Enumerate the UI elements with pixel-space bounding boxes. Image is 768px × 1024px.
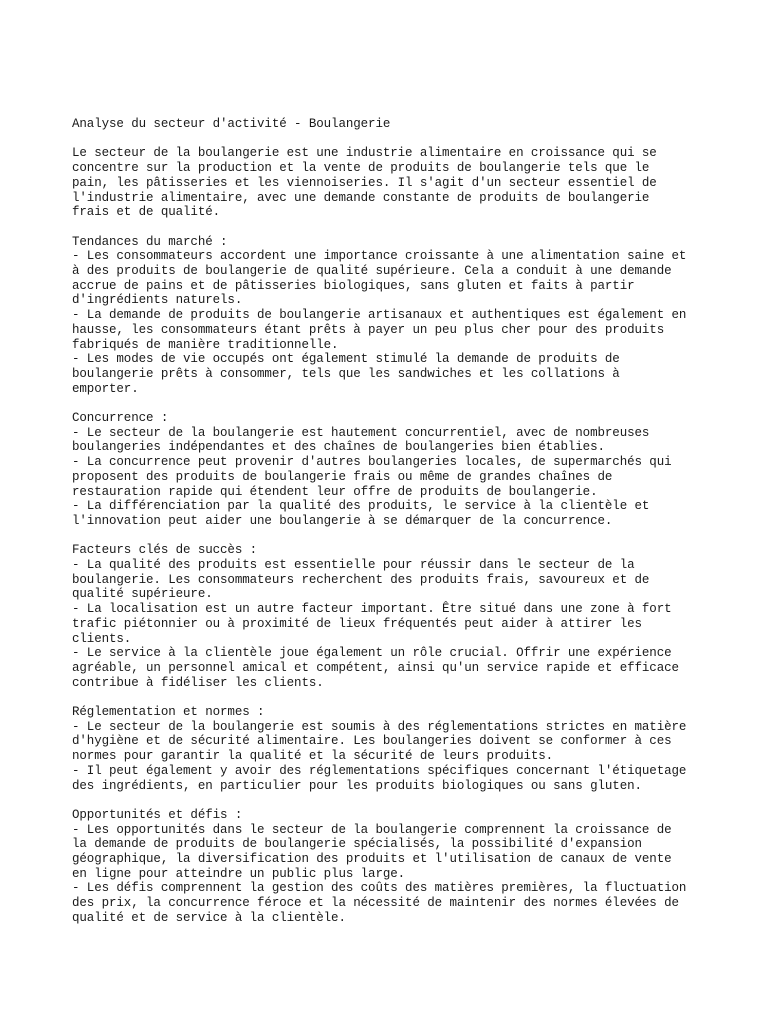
text-line: qualité supérieure. [72,587,213,602]
text-line: trafic piétonnier ou à proximité de lieux fréquentés peut aider à attirer les [72,616,642,631]
text-line: restauration rapide qui étendent leur offre de produits de boulangerie. [72,484,598,499]
text-line: - Les défis comprennent la gestion des coûts des matières premières, la fluctuation [72,881,687,896]
document-title: Analyse du secteur d'activité - Boulangerie [72,117,391,131]
section-competition [72,411,732,529]
text-line: des prix, la concurrence féroce et la nécessité de maintenir des normes élevées de [72,896,679,911]
text-line: frais et de qualité. [72,205,221,220]
section-opportunities-challenges [72,808,732,926]
section-heading: Concurrence : [72,411,169,426]
text-line: - Le secteur de la boulangerie est hautement concurrentiel, avec de nombreuses [72,425,650,440]
text-line: d'ingrédients naturels. [72,293,243,308]
text-line: concentre sur la production et la vente de produits de boulangerie tels que le [72,161,650,176]
text-line: - Les opportunités dans le secteur de la boulangerie comprennent la croissance de [72,822,672,837]
text-line: clients. [72,631,132,646]
text-line: - La localisation est un autre facteur important. Être situé dans une zone à fort [72,602,672,617]
text-line: normes pour garantir la qualité et la sécurité de leurs produits. [72,749,554,764]
text-line: - La demande de produits de boulangerie artisanaux et authentiques est également en [72,308,687,323]
text-line: - Il peut également y avoir des réglementations spécifiques concernant l'étiquetage [72,763,687,778]
text-line: - Le service à la clientèle joue également un rôle crucial. Offrir une expérience [72,646,672,661]
text-line: boulangerie. Les consommateurs recherchent des produits frais, savoureux et de [72,572,650,587]
section-heading: Opportunités et défis : [72,807,243,822]
text-line: emporter. [72,381,139,396]
text-line: contribue à fidéliser les clients. [72,675,324,690]
text-line: en ligne pour atteindre un public plus large. [72,866,406,881]
text-line: - Les modes de vie occupés ont également stimulé la demande de produits de [72,352,620,367]
text-line: proposent des produits de boulangerie frais ou même de grandes chaînes de [72,469,613,484]
section-market-trends [72,235,732,397]
text-line: l'innovation peut aider une boulangerie à se démarquer de la concurrence. [72,513,613,528]
section-heading: Réglementation et normes : [72,705,265,720]
intro-paragraph [72,146,732,220]
text-line: hausse, les consommateurs étant prêts à payer un peu plus cher pour des produits [72,322,665,337]
text-line: agréable, un personnel amical et compétent, ainsi qu'un service rapide et efficace [72,660,679,675]
text-line: pain, les pâtisseries et les viennoiseries. Il s'agit d'un secteur essentiel de [72,175,657,190]
text-line: à des produits de boulangerie de qualité supérieure. Cela a conduit à une demande [72,264,672,278]
text-line: d'hygiène et de sécurité alimentaire. Les boulangeries doivent se conformer à ces [72,734,672,749]
text-line: géographique, la diversification des produits et l'utilisation de canaux de vente [72,852,672,867]
section-key-success-factors [72,543,732,690]
text-line: la demande de produits de boulangerie spécialisés, la possibilité d'expansion [72,837,642,852]
text-line: qualité et de service à la clientèle. [72,910,346,925]
text-line: - La concurrence peut provenir d'autres boulangeries locales, de supermarchés qui [72,455,672,470]
text-line: - La différenciation par la qualité des produits, le service à la clientèle et [72,499,650,514]
section-heading: Tendances du marché : [72,234,228,249]
text-line: boulangeries indépendantes et des chaînes de boulangeries bien établies. [72,440,605,455]
text-line: accrue de pains et de pâtisseries biologiques, sans gluten et faits à partir [72,278,635,293]
text-line: des ingrédients, en particulier pour les produits biologiques ou sans gluten. [72,778,642,793]
text-line: l'industrie alimentaire, avec une demande constante de produits de boulangerie [72,190,650,205]
text-line: - La qualité des produits est essentielle pour réussir dans le secteur de la [72,558,635,573]
section-heading: Facteurs clés de succès : [72,543,258,558]
text-line: boulangerie prêts à consommer, tels que les sandwiches et les collations à [72,366,620,381]
text-line: - Les consommateurs accordent une importance croissante à une alimentation saine et [72,249,687,264]
document-page [72,117,732,926]
text-line: fabriqués de manière traditionnelle. [72,337,339,352]
text-line: - Le secteur de la boulangerie est soumis à des réglementations strictes en matière [72,719,687,734]
section-regulation [72,705,732,793]
text-line: Le secteur de la boulangerie est une industrie alimentaire en croissance qui se [72,146,657,161]
